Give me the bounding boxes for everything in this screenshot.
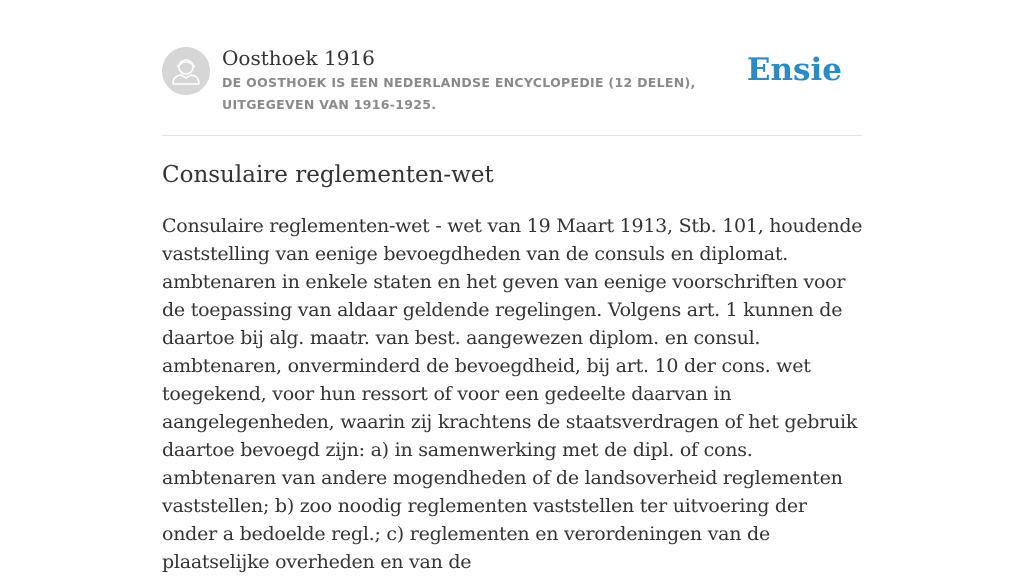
article-title: Consulaire reglementen-wet (162, 162, 494, 188)
source-header (162, 44, 862, 124)
user-icon (162, 47, 210, 95)
source-avatar[interactable] (162, 47, 210, 95)
source-title[interactable]: Oosthoek 1916 (222, 46, 375, 70)
article-body: Consulaire reglementen-wet - wet van 19 Maart 1913, Stb. 101, houdende vaststelling van eenige bevoegdheden van de consuls en diplomat. ambtenaren in enkele staten en het geven van eenige voorschriften voor de toepassing van aldaar geldende regelingen. Volgens art. 1 kunnen de daartoe bij alg. maatr. van best. aangewezen diplom. en consul. ambtenaren, onverminderd de bevoegdheid, bij art. 10 der cons. wet toegekend, voor hun ressort of voor een gedeelte daarvan in aangelegenheden, waarin zij krachtens de staatsverdragen of het gebruik daartoe bevoegd zijn: a) in samenwerking met de dipl. of cons. ambtenaren van andere mogendheden of de landsoverheid reglementen vaststellen; b) zoo noodig reglementen vaststellen ter uitvoering der onder a bedoelde regl.; c) reglementen en verordeningen van de plaatselijke overheden en van de (162, 215, 863, 573)
header-divider (162, 135, 862, 136)
ensie-logo[interactable]: Ensie (746, 52, 842, 88)
source-description: DE OOSTHOEK IS EEN NEDERLANDSE ENCYCLOPEDIE (12 DELEN), UITGEGEVEN VAN 1916-1925. (222, 75, 696, 112)
